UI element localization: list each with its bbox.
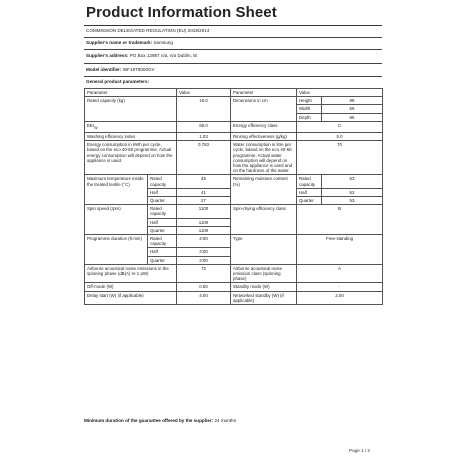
table-row <box>85 132 383 140</box>
rated-capacity-value: 18.0 <box>177 97 231 122</box>
delay-start-value: 4.00 <box>177 291 231 304</box>
rated-capacity-label: Rated capacity (kg) <box>85 97 177 122</box>
table-row <box>85 97 383 105</box>
spin-half-value: 1100 <box>177 218 231 226</box>
noise-class-label: Airborne acoustical noise emission class (spinning phase) <box>231 264 297 283</box>
supplier-line <box>86 40 173 45</box>
table-row <box>85 141 383 175</box>
quarter-sub: Quarter <box>148 196 177 204</box>
table-header-row <box>85 89 383 97</box>
supplier-value: Samsung <box>153 40 173 45</box>
networked-standby-value: 2.00 <box>297 291 383 304</box>
programme-half-value: 3:00 <box>177 248 231 256</box>
table-row <box>85 175 383 188</box>
model-label: Model identifier: <box>86 67 122 72</box>
off-mode-value: 0.50 <box>177 283 231 291</box>
divider <box>84 37 382 38</box>
table-row <box>85 205 383 218</box>
parameters-table <box>84 88 383 305</box>
eei-value: 69.0 <box>177 121 231 132</box>
table-row <box>85 121 383 132</box>
address-line <box>86 53 197 58</box>
type-value: Free-standing <box>297 234 383 264</box>
standby-value: - <box>297 283 383 291</box>
spin-speed-label: Spin speed (rpm) <box>85 205 148 235</box>
height-value: 98 <box>322 97 383 105</box>
type-label: Type <box>231 234 297 264</box>
spin-quarter-value: 1100 <box>177 226 231 234</box>
depth-label: Depth <box>297 113 322 121</box>
page-number: Page 1 / 2 <box>349 448 370 453</box>
address-value: PO Box 12987 n/a, n/a Dublin, IE <box>129 53 198 58</box>
eei-label <box>85 121 177 132</box>
washing-efficiency-label: Washing efficiency index <box>85 132 177 140</box>
regulation-text: COMMISSION DELEGATED REGULATION (EU) 2019/2014 <box>86 28 210 33</box>
noise-class-value: A <box>297 264 383 283</box>
header-parameter: Parameter <box>85 89 177 97</box>
header-parameter: Parameter <box>231 89 297 97</box>
noise-value: 72 <box>177 264 231 283</box>
water-consumption-label: Water consumption in litre per cycle, based on the eco 40-60 programme. Actual water consumption will depend on how the appliance is used and on the hardness of the water. <box>231 141 297 175</box>
half-sub: Half <box>148 188 177 196</box>
height-label: Height <box>297 97 322 105</box>
width-value: 69 <box>322 105 383 113</box>
noise-label: Airborne acoustical noise emissions in the spinning phase (dB(A) re 1 pW) <box>85 264 177 283</box>
energy-class-label: Energy efficiency class <box>231 121 297 132</box>
supplier-label: Supplier's name or trademark: <box>86 40 153 45</box>
rated-capacity-sub: Rated capacity <box>148 234 177 247</box>
max-temperature-label: Maximum temperature inside the treated textile (°C) <box>85 175 148 205</box>
spin-rated-value: 1100 <box>177 205 231 218</box>
moisture-half-value: 53 <box>322 188 383 196</box>
half-sub: Half <box>148 218 177 226</box>
washing-efficiency-value: 1.03 <box>177 132 231 140</box>
standby-label: Standby mode (W) <box>231 283 297 291</box>
dimensions-label: Dimensions in cm <box>231 97 297 122</box>
document-title: Product Information Sheet <box>86 4 277 21</box>
guarantee-value: 24 months <box>214 418 236 423</box>
title-divider <box>84 25 382 26</box>
general-params-heading: General product parameters: <box>86 79 150 84</box>
quarter-sub: Quarter <box>148 226 177 234</box>
guarantee-label: Minimum duration of the guarantee offered by the supplier: <box>84 418 214 423</box>
temperature-rated-value: 45 <box>177 175 231 188</box>
depth-value: 85 <box>322 113 383 121</box>
guarantee-line <box>84 418 236 423</box>
moisture-label: Remaining moisture content (%) <box>231 175 297 205</box>
quarter-sub: Quarter <box>297 196 322 204</box>
divider <box>84 63 382 64</box>
off-mode-label: Off-mode (W) <box>85 283 177 291</box>
header-value: Value <box>297 89 383 97</box>
moisture-quarter-value: 53 <box>322 196 383 204</box>
programme-duration-label: Programme duration (h:min) <box>85 234 148 264</box>
rinsing-label: Rinsing effectiveness (g/kg) <box>231 132 297 140</box>
divider <box>84 49 382 50</box>
address-label: Supplier's address: <box>86 53 129 58</box>
rated-capacity-sub: Rated capacity <box>148 175 177 188</box>
quarter-sub: Quarter <box>148 256 177 264</box>
eei-subscript: W <box>94 125 98 130</box>
rated-capacity-sub: Rated capacity <box>297 175 322 188</box>
temperature-quarter-value: 27 <box>177 196 231 204</box>
half-sub: Half <box>297 188 322 196</box>
delay-start-label: Delay start (W) (if applicable) <box>85 291 177 304</box>
table-row <box>85 291 383 304</box>
spin-class-label: Spin-drying efficiency class <box>231 205 297 235</box>
energy-class-value: C <box>297 121 383 132</box>
eei-text: EEI <box>87 122 95 128</box>
half-sub: Half <box>148 248 177 256</box>
table-row <box>85 283 383 291</box>
table-row <box>85 264 383 283</box>
temperature-half-value: 41 <box>177 188 231 196</box>
divider <box>84 76 382 77</box>
networked-standby-label: Networked standby (W) (if applicable) <box>231 291 297 304</box>
water-consumption-value: 70 <box>297 141 383 175</box>
model-line <box>86 67 155 72</box>
energy-consumption-label: Energy consumption in kWh per cycle, based on the eco 40-60 programme. Actual energy consumption will depend on how the appliance is used. <box>85 141 177 175</box>
model-value: WF18T8000GV <box>122 67 155 72</box>
energy-consumption-value: 0.763 <box>177 141 231 175</box>
rated-capacity-sub: Rated capacity <box>148 205 177 218</box>
table-row <box>85 234 383 247</box>
spin-class-value: B <box>297 205 383 235</box>
width-label: Width <box>297 105 322 113</box>
rinsing-value: 5.0 <box>297 132 383 140</box>
moisture-rated-value: 53 <box>322 175 383 188</box>
programme-quarter-value: 3:00 <box>177 256 231 264</box>
programme-rated-value: 4:00 <box>177 234 231 247</box>
header-value: Value <box>177 89 231 97</box>
